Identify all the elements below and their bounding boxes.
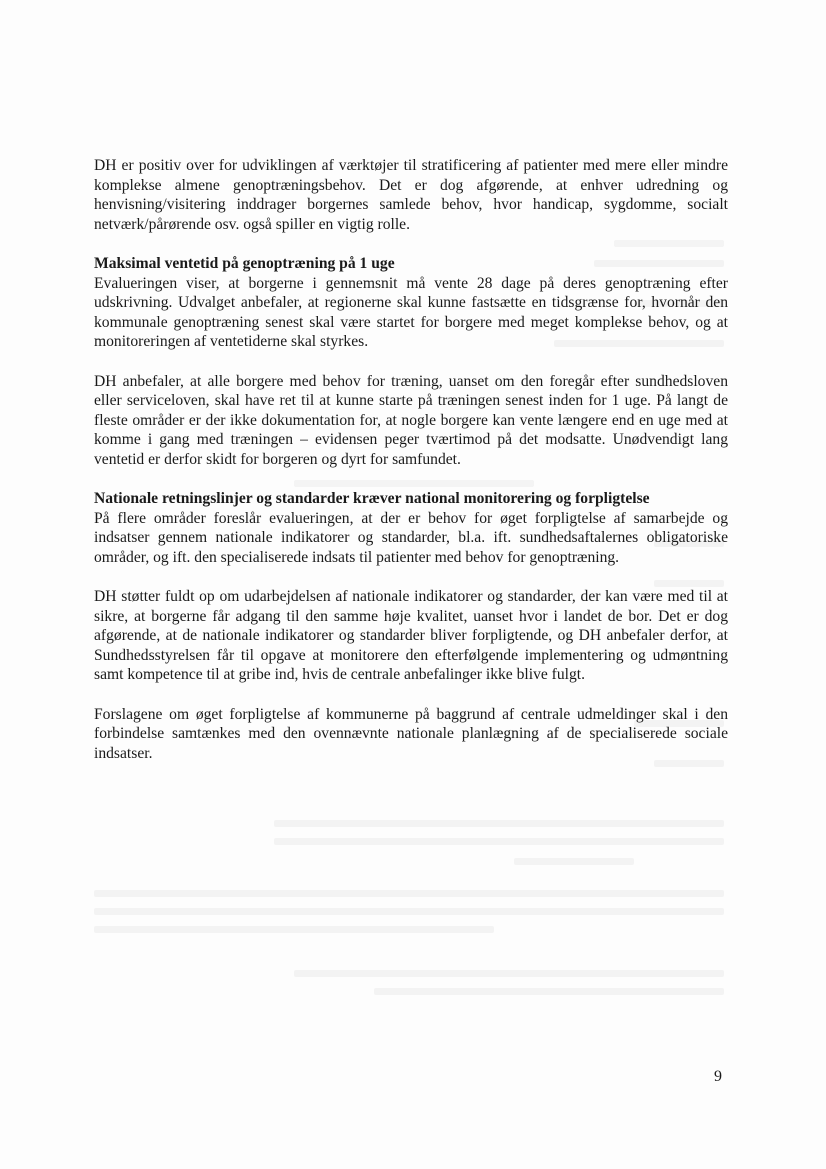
document-body [94,156,728,763]
page-number: 9 [714,1068,722,1085]
paragraph-stratification: DH er positiv over for udviklingen af værktøjer til stratificering af patienter med mere eller mindre komplekse almene genoptræningsbehov. Det er dog afgørende, at enhver udredning og henvisning/visitering inddrager borgernes samlede behov, hvor handicap, sygdomme, socialt netværk/pårørende osv. også spiller en vigtig rolle. [94,157,728,233]
paragraph-dh-supports-indicators: DH støtter fuldt op om udarbejdelsen af nationale indikatorer og standarder, der kan være med til at sikre, at borgerne får adgang til den samme høje kvalitet, uanset hvor i landet de bor. Det er dog afgørende, at de nationale indikatorer og standarder bliver forpligtende, og DH anbefaler derfor, at Sundhedsstyrelsen får til opgave at monitorere den efterfølgende implementering og udmøntning samt kompetence til at gribe ind, hvis de centrale anbefalinger ikke blive fulgt. [94,588,728,684]
paragraph-dh-recommends-1-week: DH anbefaler, at alle borgere med behov for træning, uanset om den foregår efter sundhedsloven eller serviceloven, skal have ret til at kunne starte på træningen senest inden for 1 uge. På langt de fleste områder er der ikke dokumentation for, at nogle borgere kan vente længere end en uge med at komme i gang med træningen – evidensen peger tværtimod på det modsatte. Unødvendigt lang ventetid er derfor skidt for borgeren og dyrt for samfundet. [94,372,728,468]
paragraph-evaluation-waiting: Evalueringen viser, at borgerne i gennemsnit må vente 28 dage på deres genoptræning efter udskrivning. Udvalget anbefaler, at regionerne skal kunne fastsætte en tidsgrænse for, hvornår den kommunale genoptræning senest skal være startet for borgere med meget komplekse behov, og at monitoreringen af ventetiderne skal styrkes. [94,274,728,351]
paragraph-proposals-obligations: Forslagene om øget forpligtelse af kommunerne på baggrund af centrale udmeldinger skal i den forbindelse samtænkes med den ovennævnte nationale planlægning af de specialiserede sociale indsatser. [94,705,728,762]
paragraph-evaluation-obligations: På flere områder foreslår evalueringen, at der er behov for øget forpligtelse af samarbejde og indsatser gennem nationale indikatorer og standarder, bl.a. ift. sundhedsaftalernes obligatoriske områder, og ift. den specialiserede indsats til patienter med behov for genoptræning. [94,509,728,566]
heading-nationale-retningslinjer: Nationale retningslinjer og standarder kræver national monitorering og forpligtelse [94,490,650,508]
heading-maksimal-ventetid: Maksimal ventetid på genoptræning på 1 uge [94,254,395,272]
